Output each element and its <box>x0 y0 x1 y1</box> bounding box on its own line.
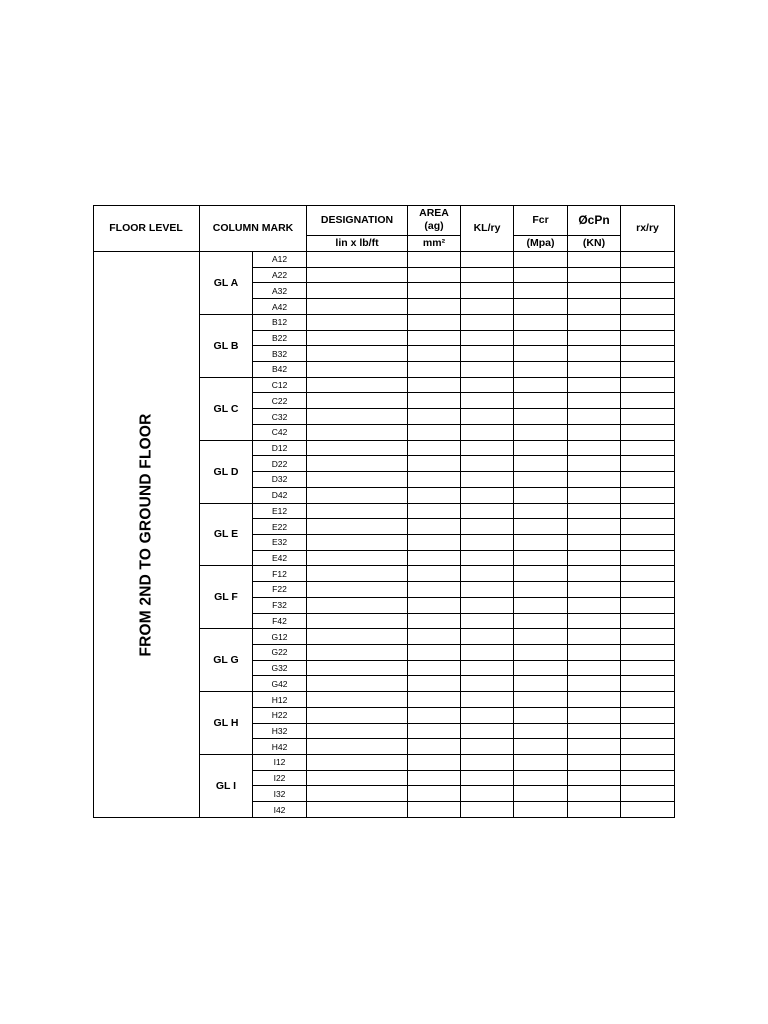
area-cell <box>408 645 461 661</box>
fcr-cell <box>514 708 568 724</box>
designation-cell <box>307 771 408 787</box>
rx-ry-cell <box>621 488 675 504</box>
phi-cpn-cell <box>568 425 621 441</box>
kl-ry-cell <box>461 456 514 472</box>
fcr-cell <box>514 582 568 598</box>
fcr-cell <box>514 629 568 645</box>
column-mark-cell: A42 <box>253 299 307 315</box>
phi-cpn-cell <box>568 692 621 708</box>
rx-ry-cell <box>621 504 675 520</box>
rx-ry-cell <box>621 519 675 535</box>
header-fcr: Fcr <box>514 205 568 236</box>
designation-cell <box>307 551 408 567</box>
kl-ry-cell <box>461 724 514 740</box>
designation-cell <box>307 504 408 520</box>
rx-ry-cell <box>621 441 675 457</box>
area-cell <box>408 283 461 299</box>
designation-cell <box>307 299 408 315</box>
phi-cpn-cell <box>568 582 621 598</box>
fcr-cell <box>514 786 568 802</box>
fcr-cell <box>514 472 568 488</box>
phi-cpn-cell <box>568 315 621 331</box>
header-area: AREA (ag) <box>408 205 461 236</box>
fcr-cell <box>514 661 568 677</box>
fcr-cell <box>514 598 568 614</box>
area-cell <box>408 614 461 630</box>
column-mark-cell: C32 <box>253 409 307 425</box>
header-column-mark: COLUMN MARK <box>200 205 307 252</box>
phi-cpn-cell <box>568 661 621 677</box>
designation-cell <box>307 378 408 394</box>
kl-ry-cell <box>461 661 514 677</box>
kl-ry-cell <box>461 645 514 661</box>
area-cell <box>408 661 461 677</box>
header-phi-cpn: ØcPn <box>568 205 621 236</box>
kl-ry-cell <box>461 283 514 299</box>
area-cell <box>408 598 461 614</box>
phi-cpn-cell <box>568 802 621 818</box>
fcr-cell <box>514 252 568 268</box>
fcr-cell <box>514 755 568 771</box>
fcr-cell <box>514 614 568 630</box>
column-mark-cell: B32 <box>253 346 307 362</box>
kl-ry-cell <box>461 708 514 724</box>
rx-ry-cell <box>621 535 675 551</box>
column-mark-cell: G12 <box>253 629 307 645</box>
designation-cell <box>307 519 408 535</box>
column-mark-cell: D42 <box>253 488 307 504</box>
fcr-cell <box>514 268 568 284</box>
rx-ry-cell <box>621 582 675 598</box>
fcr-cell <box>514 346 568 362</box>
fcr-cell <box>514 409 568 425</box>
area-cell <box>408 488 461 504</box>
phi-cpn-cell <box>568 724 621 740</box>
designation-cell <box>307 676 408 692</box>
column-mark-cell: E12 <box>253 504 307 520</box>
phi-cpn-cell <box>568 331 621 347</box>
fcr-cell <box>514 566 568 582</box>
designation-cell <box>307 755 408 771</box>
phi-cpn-cell <box>568 283 621 299</box>
column-mark-cell: H22 <box>253 708 307 724</box>
designation-cell <box>307 724 408 740</box>
phi-cpn-cell <box>568 771 621 787</box>
fcr-cell <box>514 362 568 378</box>
kl-ry-cell <box>461 252 514 268</box>
column-mark-cell: D22 <box>253 456 307 472</box>
phi-cpn-cell <box>568 393 621 409</box>
designation-cell <box>307 425 408 441</box>
designation-cell <box>307 629 408 645</box>
phi-cpn-cell <box>568 645 621 661</box>
column-mark-cell: H42 <box>253 739 307 755</box>
phi-cpn-cell <box>568 268 621 284</box>
column-mark-cell: I32 <box>253 786 307 802</box>
area-cell <box>408 535 461 551</box>
designation-cell <box>307 535 408 551</box>
grid-line-label: GL F <box>200 566 253 629</box>
column-mark-cell: A22 <box>253 268 307 284</box>
area-cell <box>408 724 461 740</box>
column-mark-cell: F42 <box>253 614 307 630</box>
designation-cell <box>307 488 408 504</box>
kl-ry-cell <box>461 692 514 708</box>
kl-ry-cell <box>461 739 514 755</box>
rx-ry-cell <box>621 346 675 362</box>
kl-ry-cell <box>461 299 514 315</box>
area-cell <box>408 771 461 787</box>
kl-ry-cell <box>461 362 514 378</box>
rx-ry-cell <box>621 331 675 347</box>
area-cell <box>408 378 461 394</box>
grid-line-label: GL H <box>200 692 253 755</box>
designation-cell <box>307 598 408 614</box>
phi-cpn-cell <box>568 676 621 692</box>
phi-cpn-cell <box>568 598 621 614</box>
designation-cell <box>307 268 408 284</box>
column-mark-cell: A12 <box>253 252 307 268</box>
fcr-cell <box>514 802 568 818</box>
rx-ry-cell <box>621 739 675 755</box>
header-fcr-unit: (Mpa) <box>514 236 568 252</box>
designation-cell <box>307 614 408 630</box>
designation-cell <box>307 786 408 802</box>
phi-cpn-cell <box>568 362 621 378</box>
column-mark-cell: F12 <box>253 566 307 582</box>
kl-ry-cell <box>461 378 514 394</box>
area-cell <box>408 708 461 724</box>
area-cell <box>408 252 461 268</box>
phi-cpn-cell <box>568 786 621 802</box>
kl-ry-cell <box>461 786 514 802</box>
column-mark-cell: I12 <box>253 755 307 771</box>
phi-cpn-cell <box>568 252 621 268</box>
header-designation-unit: lin x lb/ft <box>307 236 408 252</box>
fcr-cell <box>514 724 568 740</box>
designation-cell <box>307 802 408 818</box>
area-cell <box>408 692 461 708</box>
header-designation: DESIGNATION <box>307 205 408 236</box>
area-cell <box>408 315 461 331</box>
designation-cell <box>307 708 408 724</box>
rx-ry-cell <box>621 614 675 630</box>
kl-ry-cell <box>461 551 514 567</box>
designation-cell <box>307 331 408 347</box>
designation-cell <box>307 472 408 488</box>
area-cell <box>408 472 461 488</box>
phi-cpn-cell <box>568 566 621 582</box>
area-cell <box>408 551 461 567</box>
floor-level-label: FROM 2ND TO GROUND FLOOR <box>138 413 156 657</box>
header-kl-ry: KL/ry <box>461 205 514 252</box>
header-rx-ry: rx/ry <box>621 205 675 252</box>
designation-cell <box>307 315 408 331</box>
rx-ry-cell <box>621 566 675 582</box>
rx-ry-cell <box>621 629 675 645</box>
column-mark-cell: C22 <box>253 393 307 409</box>
header-area-unit: mm² <box>408 236 461 252</box>
kl-ry-cell <box>461 488 514 504</box>
column-mark-cell: H32 <box>253 724 307 740</box>
column-mark-cell: I22 <box>253 771 307 787</box>
rx-ry-cell <box>621 393 675 409</box>
designation-cell <box>307 393 408 409</box>
phi-cpn-cell <box>568 629 621 645</box>
area-cell <box>408 331 461 347</box>
kl-ry-cell <box>461 535 514 551</box>
kl-ry-cell <box>461 268 514 284</box>
fcr-cell <box>514 299 568 315</box>
kl-ry-cell <box>461 771 514 787</box>
column-mark-cell: C42 <box>253 425 307 441</box>
phi-cpn-cell <box>568 409 621 425</box>
column-mark-cell: C12 <box>253 378 307 394</box>
phi-cpn-cell <box>568 504 621 520</box>
designation-cell <box>307 692 408 708</box>
column-mark-cell: G42 <box>253 676 307 692</box>
designation-cell <box>307 566 408 582</box>
designation-cell <box>307 582 408 598</box>
grid-line-label: GL G <box>200 629 253 692</box>
column-mark-cell: I42 <box>253 802 307 818</box>
fcr-cell <box>514 488 568 504</box>
rx-ry-cell <box>621 472 675 488</box>
kl-ry-cell <box>461 566 514 582</box>
designation-cell <box>307 409 408 425</box>
column-mark-cell: B22 <box>253 331 307 347</box>
area-cell <box>408 268 461 284</box>
fcr-cell <box>514 315 568 331</box>
designation-cell <box>307 739 408 755</box>
kl-ry-cell <box>461 315 514 331</box>
area-cell <box>408 441 461 457</box>
rx-ry-cell <box>621 378 675 394</box>
fcr-cell <box>514 441 568 457</box>
area-cell <box>408 456 461 472</box>
phi-cpn-cell <box>568 519 621 535</box>
kl-ry-cell <box>461 346 514 362</box>
phi-cpn-cell <box>568 708 621 724</box>
fcr-cell <box>514 739 568 755</box>
header-phi-cpn-unit: (KN) <box>568 236 621 252</box>
designation-cell <box>307 283 408 299</box>
designation-cell <box>307 441 408 457</box>
column-mark-cell: E42 <box>253 551 307 567</box>
column-mark-cell: B42 <box>253 362 307 378</box>
rx-ry-cell <box>621 456 675 472</box>
area-cell <box>408 676 461 692</box>
area-cell <box>408 629 461 645</box>
fcr-cell <box>514 456 568 472</box>
area-cell <box>408 346 461 362</box>
rx-ry-cell <box>621 283 675 299</box>
phi-cpn-cell <box>568 614 621 630</box>
kl-ry-cell <box>461 598 514 614</box>
column-mark-cell: H12 <box>253 692 307 708</box>
area-cell <box>408 582 461 598</box>
area-cell <box>408 504 461 520</box>
area-cell <box>408 566 461 582</box>
area-cell <box>408 362 461 378</box>
kl-ry-cell <box>461 331 514 347</box>
phi-cpn-cell <box>568 755 621 771</box>
designation-cell <box>307 456 408 472</box>
kl-ry-cell <box>461 676 514 692</box>
designation-cell <box>307 645 408 661</box>
phi-cpn-cell <box>568 739 621 755</box>
grid-line-label: GL D <box>200 441 253 504</box>
rx-ry-cell <box>621 724 675 740</box>
rx-ry-cell <box>621 362 675 378</box>
grid-line-label: GL E <box>200 504 253 567</box>
header-floor-level: FLOOR LEVEL <box>93 205 200 252</box>
kl-ry-cell <box>461 629 514 645</box>
phi-cpn-cell <box>568 535 621 551</box>
column-mark-cell: D32 <box>253 472 307 488</box>
rx-ry-cell <box>621 252 675 268</box>
phi-cpn-cell <box>568 551 621 567</box>
area-cell <box>408 802 461 818</box>
floor-level-label-wrap <box>94 252 200 818</box>
fcr-cell <box>514 283 568 299</box>
grid-line-label: GL B <box>200 315 253 378</box>
rx-ry-cell <box>621 268 675 284</box>
kl-ry-cell <box>461 393 514 409</box>
kl-ry-cell <box>461 504 514 520</box>
area-cell <box>408 425 461 441</box>
kl-ry-cell <box>461 472 514 488</box>
rx-ry-cell <box>621 771 675 787</box>
kl-ry-cell <box>461 755 514 771</box>
rx-ry-cell <box>621 802 675 818</box>
column-mark-cell: G22 <box>253 645 307 661</box>
kl-ry-cell <box>461 582 514 598</box>
kl-ry-cell <box>461 409 514 425</box>
kl-ry-cell <box>461 441 514 457</box>
rx-ry-cell <box>621 755 675 771</box>
area-cell <box>408 739 461 755</box>
rx-ry-cell <box>621 598 675 614</box>
column-mark-cell: A32 <box>253 283 307 299</box>
column-mark-cell: F32 <box>253 598 307 614</box>
rx-ry-cell <box>621 786 675 802</box>
phi-cpn-cell <box>568 441 621 457</box>
fcr-cell <box>514 535 568 551</box>
area-cell <box>408 786 461 802</box>
fcr-cell <box>514 331 568 347</box>
column-schedule-table <box>93 205 675 818</box>
column-mark-cell: E22 <box>253 519 307 535</box>
rx-ry-cell <box>621 315 675 331</box>
phi-cpn-cell <box>568 456 621 472</box>
phi-cpn-cell <box>568 472 621 488</box>
fcr-cell <box>514 771 568 787</box>
column-mark-cell: G32 <box>253 661 307 677</box>
area-cell <box>408 755 461 771</box>
grid-line-label: GL I <box>200 755 253 818</box>
phi-cpn-cell <box>568 488 621 504</box>
rx-ry-cell <box>621 409 675 425</box>
rx-ry-cell <box>621 299 675 315</box>
rx-ry-cell <box>621 708 675 724</box>
phi-cpn-cell <box>568 299 621 315</box>
rx-ry-cell <box>621 645 675 661</box>
area-cell <box>408 299 461 315</box>
grid-line-label: GL C <box>200 378 253 441</box>
column-mark-cell: D12 <box>253 441 307 457</box>
phi-cpn-cell <box>568 346 621 362</box>
fcr-cell <box>514 676 568 692</box>
phi-cpn-cell <box>568 378 621 394</box>
fcr-cell <box>514 692 568 708</box>
fcr-cell <box>514 504 568 520</box>
kl-ry-cell <box>461 802 514 818</box>
column-mark-cell: B12 <box>253 315 307 331</box>
designation-cell <box>307 362 408 378</box>
fcr-cell <box>514 551 568 567</box>
column-mark-cell: F22 <box>253 582 307 598</box>
kl-ry-cell <box>461 614 514 630</box>
fcr-cell <box>514 378 568 394</box>
designation-cell <box>307 346 408 362</box>
rx-ry-cell <box>621 676 675 692</box>
designation-cell <box>307 661 408 677</box>
fcr-cell <box>514 425 568 441</box>
kl-ry-cell <box>461 519 514 535</box>
area-cell <box>408 409 461 425</box>
rx-ry-cell <box>621 551 675 567</box>
rx-ry-cell <box>621 692 675 708</box>
fcr-cell <box>514 393 568 409</box>
column-mark-cell: E32 <box>253 535 307 551</box>
rx-ry-cell <box>621 425 675 441</box>
rx-ry-cell <box>621 661 675 677</box>
area-cell <box>408 393 461 409</box>
kl-ry-cell <box>461 425 514 441</box>
grid-line-label: GL A <box>200 252 253 315</box>
designation-cell <box>307 252 408 268</box>
area-cell <box>408 519 461 535</box>
fcr-cell <box>514 519 568 535</box>
fcr-cell <box>514 645 568 661</box>
